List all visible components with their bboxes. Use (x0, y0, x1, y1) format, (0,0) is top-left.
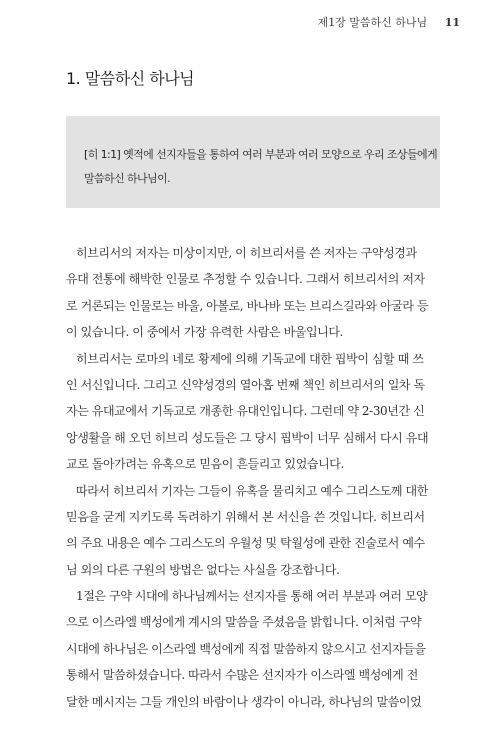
body-text (66, 240, 450, 715)
paragraph-line: 1절은 구약 시대에 하나님께서는 선지자를 통해 여러 부분과 여러 모양 (76, 589, 428, 604)
scripture-quote-line: [히 1:1] 옛적에 선지자들을 통하여 여러 부분과 여러 모양으로 우리 조상들에게 (84, 148, 438, 161)
scripture-quote-box (66, 116, 440, 208)
page-number: 11 (444, 16, 460, 29)
paragraph-line: 이 있습니다. 이 중에서 가장 유력한 사람은 바울입니다. (66, 325, 343, 340)
paragraph-line: 시대에 하나님은 이스라엘 백성에게 직접 말씀하지 않으시고 선지자들을 (66, 641, 426, 656)
paragraph-line: 인 서신입니다. 그리고 신약성경의 열아홉 번째 책인 히브리서의 일차 독 (66, 377, 425, 392)
paragraph-line: 님 외의 다른 구원의 방법은 없다는 사실을 강조합니다. (66, 562, 340, 577)
running-header (318, 14, 460, 30)
paragraph-line: 히브리서의 저자는 미상이지만, 이 히브리서를 쓴 저자는 구약성경과 (76, 246, 417, 260)
paragraph-line: 따라서 히브리서 기자는 그들이 유혹을 물리치고 예수 그리스도께 대한 (76, 483, 428, 498)
paragraph-line: 통해서 말씀하셨습니다. 따라서 수많은 선지자가 이스라엘 백성에게 전 (66, 668, 418, 683)
paragraph-line: 히브리서는 로마의 네로 황제에 의해 기독교에 대한 핍박이 심할 때 쓰 (76, 351, 424, 366)
paragraph-line: 앙생활을 해 오던 히브리 성도들은 그 당시 핍박이 너무 심해서 다시 유대 (66, 430, 429, 445)
paragraph-line: 자는 유대교에서 기독교로 개종한 유대인입니다. 그런데 약 2-30년간 신 (66, 404, 425, 419)
chapter-title: 1. 말씀하신 하나님 (66, 69, 195, 88)
paragraph-line: 으로 이스라엘 백성에게 계시의 말씀을 주셨음을 밝힙니다. 이처럼 구약 (66, 615, 422, 630)
paragraph-line: 달한 메시지는 그들 개인의 바람이나 생각이 아니라, 하나님의 말씀이었 (66, 694, 422, 709)
paragraph-line: 교로 돌아가려는 유혹으로 믿음이 흔들리고 있었습니다. (66, 457, 344, 472)
paragraph-line: 유대 전통에 해박한 인물로 추정할 수 있습니다. 그래서 히브리서의 저자 (66, 272, 425, 287)
paragraph-line: 의 주요 내용은 예수 그리스도의 우월성 및 탁월성에 관한 진술로서 예수 (66, 536, 425, 551)
paragraph-line: 로 거론되는 인물로는 바울, 아볼로, 바나바 또는 브리스길라와 아굴라 등 (66, 298, 429, 313)
scripture-quote-line: 말씀하신 하나님이. (84, 172, 171, 185)
paragraph-line: 믿음을 굳게 지키도록 독려하기 위해서 본 서신을 쓴 것입니다. 히브리서 (66, 509, 425, 524)
running-title: 제1장 말씀하신 하나님 (317, 16, 428, 29)
